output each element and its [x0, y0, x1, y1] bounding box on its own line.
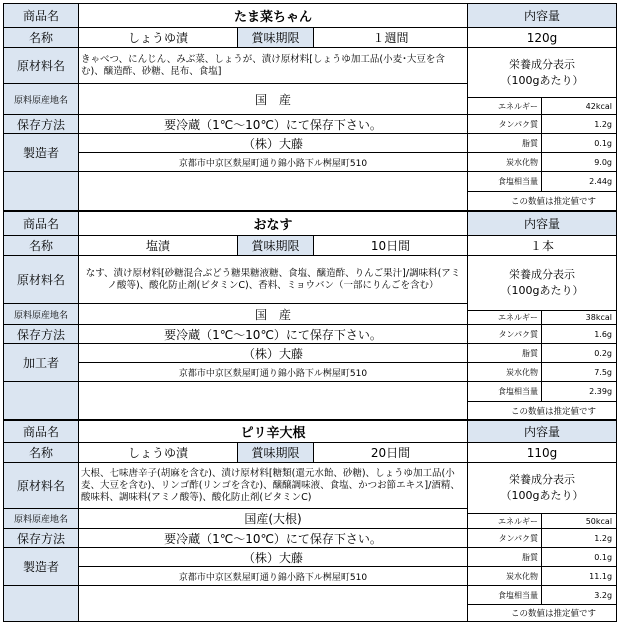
origin-label: 原料原産地名	[4, 304, 79, 325]
storage-value: 要冷蔵（1℃～10℃）にて保存下さい。	[79, 115, 468, 134]
nutrition-header	[468, 48, 617, 98]
shelf-life-value: 20日間	[314, 443, 468, 463]
quantity-value: 120g	[468, 28, 617, 48]
energy-label: エネルギー	[468, 98, 542, 115]
salt-label: 食塩相当量	[468, 586, 542, 605]
carbs-label: 炭水化物	[468, 363, 542, 382]
best-before-label: 賞味期限	[238, 28, 314, 48]
protein-value: 1.6g	[542, 325, 617, 344]
protein-label: タンパク質	[468, 325, 542, 344]
company-name: （株）大藤	[79, 134, 468, 153]
storage-value: 要冷蔵（1℃～10℃）にて保存下さい。	[79, 529, 468, 548]
salt-label: 食塩相当量	[468, 382, 542, 402]
fat-label: 脂質	[468, 134, 542, 153]
company-address: 京都市中京区麩屋町通り錦小路下ル桝屋町510	[79, 567, 468, 586]
empty-cell	[79, 172, 468, 211]
product-name-label: 商品名	[4, 421, 79, 443]
product-title: おなす	[79, 212, 468, 236]
fat-value: 0.1g	[542, 548, 617, 567]
empty-cell	[4, 172, 79, 211]
nutrition-per: （100gあたり）	[500, 73, 584, 87]
product-label-1	[3, 3, 617, 211]
carbs-value: 11.1g	[542, 567, 617, 586]
energy-label: エネルギー	[468, 311, 542, 325]
shelf-life-value: １週間	[314, 28, 468, 48]
content-qty-label: 内容量	[468, 4, 617, 28]
energy-value: 50kcal	[542, 514, 617, 529]
manufacturer-label: 製造者	[4, 134, 79, 172]
nutrition-header	[468, 256, 617, 311]
origin-value: 国産(大根)	[79, 509, 468, 529]
content-qty-label: 内容量	[468, 212, 617, 236]
salt-value: 2.39g	[542, 382, 617, 402]
category-value: しょうゆ漬	[79, 443, 238, 463]
salt-label: 食塩相当量	[468, 172, 542, 192]
nutrition-title: 栄養成分表示	[509, 268, 575, 281]
storage-value: 要冷蔵（1℃～10℃）にて保存下さい。	[79, 325, 468, 344]
estimate-note: この数値は推定値です	[468, 402, 617, 420]
carbs-label: 炭水化物	[468, 567, 542, 586]
storage-label: 保存方法	[4, 115, 79, 134]
carbs-value: 9.0g	[542, 153, 617, 172]
product-name-label: 商品名	[4, 212, 79, 236]
estimate-note: この数値は推定値です	[468, 605, 617, 622]
empty-cell	[79, 382, 468, 420]
nutrition-header	[468, 463, 617, 514]
fat-value: 0.1g	[542, 134, 617, 153]
origin-label: 原料原産地名	[4, 509, 79, 529]
energy-label: エネルギー	[468, 514, 542, 529]
product-name-label: 商品名	[4, 4, 79, 28]
product-label-3	[3, 420, 617, 622]
ingredients-value: きゃべつ、にんじん、みぶ菜、しょうが、漬け原材料[しょうゆ加工品(小麦･大豆を含む)、醸造酢、砂糖、昆布、食塩]	[79, 48, 468, 84]
quantity-value: 110g	[468, 443, 617, 463]
origin-label: 原料原産地名	[4, 84, 79, 115]
company-name: （株）大藤	[79, 344, 468, 363]
manufacturer-label: 製造者	[4, 548, 79, 586]
carbs-label: 炭水化物	[468, 153, 542, 172]
protein-value: 1.2g	[542, 529, 617, 548]
name-label: 名称	[4, 443, 79, 463]
empty-cell	[4, 382, 79, 420]
product-label-2	[3, 211, 617, 420]
nutrition-per: （100gあたり）	[500, 284, 584, 297]
empty-cell	[4, 586, 79, 622]
storage-label: 保存方法	[4, 529, 79, 548]
name-label: 名称	[4, 28, 79, 48]
ingredients-label: 原材料名	[4, 463, 79, 509]
quantity-value: １本	[468, 236, 617, 256]
nutrition-per: （100gあたり）	[500, 489, 584, 502]
empty-cell	[79, 586, 468, 622]
fat-value: 0.2g	[542, 344, 617, 363]
company-address: 京都市中京区麩屋町通り錦小路下ル桝屋町510	[79, 363, 468, 382]
ingredients-label: 原材料名	[4, 256, 79, 304]
product-title: たま菜ちゃん	[79, 4, 468, 28]
protein-label: タンパク質	[468, 529, 542, 548]
fat-label: 脂質	[468, 548, 542, 567]
nutrition-title: 栄養成分表示	[509, 57, 575, 71]
estimate-note: この数値は推定値です	[468, 192, 617, 211]
salt-value: 3.2g	[542, 586, 617, 605]
category-value: しょうゆ漬	[79, 28, 238, 48]
salt-value: 2.44g	[542, 172, 617, 192]
fat-label: 脂質	[468, 344, 542, 363]
ingredients-value: 大根、七味唐辛子(胡麻を含む)、漬け原材料[糖類(還元水飴、砂糖)、しょうゆ加工品(小麦、大豆を含む)、リンゴ酢(リンゴを含む)、醸醸調味液、食塩、かつお節エキス]/酒精、酸味料、調味料(アミノ酸等)、酸化防止剤(ビタミンC)	[79, 463, 468, 509]
origin-value: 国 産	[79, 304, 468, 325]
origin-value: 国 産	[79, 84, 468, 115]
ingredients-value: なす、漬け原材料[砂糖混合ぶどう糖果糖液糖、食塩、醸造酢、りんご果汁]/調味料(アミノ酸等)、酸化防止剤(ビタミンC)、香料、ミョウバン（一部にりんごを含む）	[79, 256, 468, 304]
name-label: 名称	[4, 236, 79, 256]
processor-label: 加工者	[4, 344, 79, 382]
energy-value: 38kcal	[542, 311, 617, 325]
content-qty-label: 内容量	[468, 421, 617, 443]
best-before-label: 賞味期限	[238, 236, 314, 256]
best-before-label: 賞味期限	[238, 443, 314, 463]
protein-label: タンパク質	[468, 115, 542, 134]
shelf-life-value: 10日間	[314, 236, 468, 256]
nutrition-title: 栄養成分表示	[509, 473, 576, 486]
product-title: ピリ辛大根	[79, 421, 468, 443]
category-value: 塩漬	[79, 236, 238, 256]
storage-label: 保存方法	[4, 325, 79, 344]
energy-value: 42kcal	[542, 98, 617, 115]
company-address: 京都市中京区麩屋町通り錦小路下ル桝屋町510	[79, 153, 468, 172]
company-name: （株）大藤	[79, 548, 468, 567]
ingredients-label: 原材料名	[4, 48, 79, 84]
protein-value: 1.2g	[542, 115, 617, 134]
carbs-value: 7.5g	[542, 363, 617, 382]
